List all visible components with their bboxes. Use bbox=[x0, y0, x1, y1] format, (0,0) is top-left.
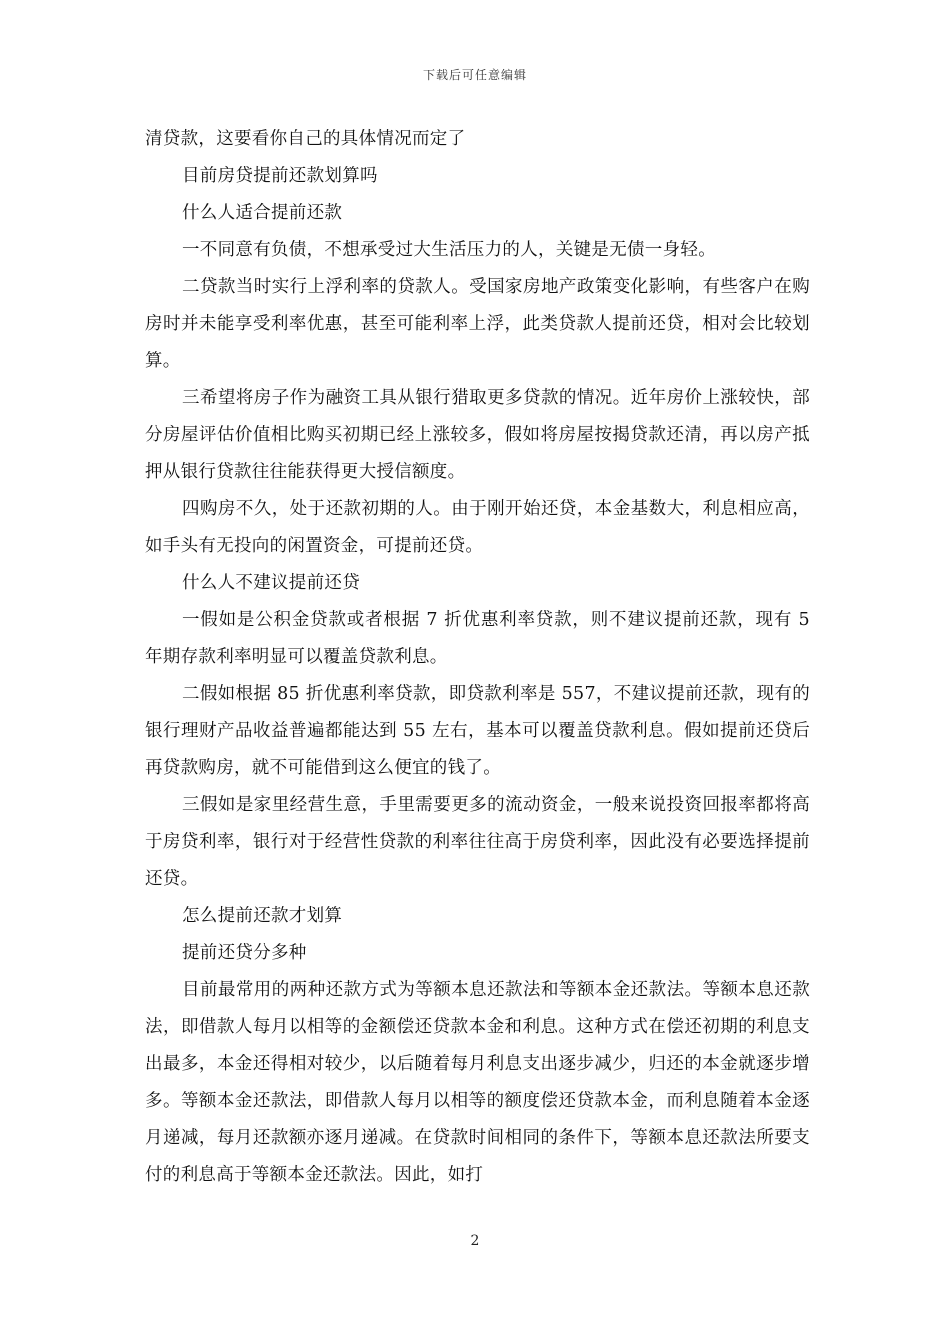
heading-how-to-prepay: 怎么提前还款才划算 bbox=[182, 906, 343, 926]
paragraph: 四购房不久，处于还款初期的人。由于刚开始还贷，本金基数大，利息相应高，如手头有无投向的闲置资金，可提前还贷。 bbox=[145, 499, 810, 556]
paragraph: 一假如是公积金贷款或者根据 7 折优惠利率贷款，则不建议提前还款，现有 5 年期存款利率明显可以覆盖贷款利息。 bbox=[145, 610, 810, 667]
heading-who-should-prepay: 什么人适合提前还款 bbox=[182, 203, 343, 223]
document-body bbox=[145, 121, 810, 1194]
paragraph: 三希望将房子作为融资工具从银行猎取更多贷款的情况。近年房价上涨较快，部分房屋评估价值相比购买初期已经上涨较多，假如将房屋按揭贷款还清，再以房产抵押从银行贷款往往能获得更大授信额度。 bbox=[145, 388, 810, 482]
paragraph: 目前最常用的两种还款方式为等额本息还款法和等额本金还款法。等额本息还款法，即借款人每月以相等的金额偿还贷款本金和利息。这种方式在偿还初期的利息支出最多，本金还得相对较少，以后随着每月利息支出逐步减少，归还的本金就逐步增多。等额本金还款法，即借款人每月以相等的额度偿还贷款本金，而利息随着本金逐月递减，每月还款额亦逐月递减。在贷款时间相同的条件下，等额本息还款法所要支付的利息高于等额本金还款法。因此，如打 bbox=[145, 980, 810, 1185]
paragraph: 三假如是家里经营生意，手里需要更多的流动资金，一般来说投资回报率都将高于房贷利率，银行对于经营性贷款的利率往往高于房贷利率，因此没有必要选择提前还贷。 bbox=[145, 795, 810, 889]
paragraph: 二贷款当时实行上浮利率的贷款人。受国家房地产政策变化影响，有些客户在购房时并未能享受利率优惠，甚至可能利率上浮，此类贷款人提前还贷，相对会比较划算。 bbox=[145, 277, 810, 371]
heading-who-should-not-prepay: 什么人不建议提前还贷 bbox=[182, 573, 360, 593]
heading-prepayment-types: 提前还贷分多种 bbox=[182, 943, 307, 963]
page-header: 下载后可任意编辑 bbox=[422, 68, 527, 82]
paragraph: 一不同意有负债，不想承受过大生活压力的人，关键是无债一身轻。 bbox=[182, 240, 716, 260]
paragraph: 二假如根据 85 折优惠利率贷款，即贷款利率是 557，不建议提前还款，现有的银行理财产品收益普遍都能达到 55 左右，基本可以覆盖贷款利息。假如提前还贷后再贷款购房，就不可能借到这么便宜的钱了。 bbox=[145, 684, 810, 778]
paragraph: 清贷款，这要看你自己的具体情况而定了 bbox=[145, 129, 466, 149]
page-number: 2 bbox=[470, 1233, 480, 1249]
heading-is-prepayment-worth-it: 目前房贷提前还款划算吗 bbox=[182, 166, 378, 186]
